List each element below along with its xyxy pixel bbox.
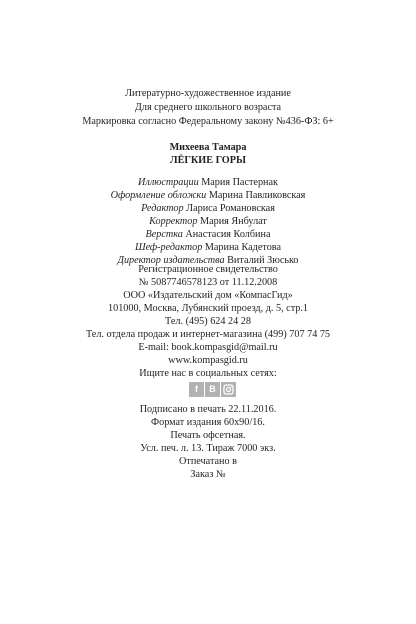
credit-layout xyxy=(60,229,356,241)
printed-at: Отпечатано в xyxy=(179,456,237,467)
credit-role: Верстка xyxy=(145,229,183,240)
credit-role: Шеф-редактор xyxy=(134,242,203,253)
credit-role: Редактор xyxy=(141,203,184,214)
credit-role: Иллюстрации xyxy=(138,177,199,188)
order-number: Заказ № xyxy=(190,469,226,480)
publisher-website: www.kompasgid.ru xyxy=(168,355,248,366)
registration-number: № 5087746578123 от 11.12.2008 xyxy=(138,277,278,288)
publisher-address: 101000, Москва, Лубянский проезд, д. 5, стр.1 xyxy=(108,303,308,314)
credit-name: Мария Янбулат xyxy=(200,216,267,227)
credit-name: Лариса Романовская xyxy=(186,203,275,214)
social-label: Ищите нас в социальных сетях: xyxy=(139,368,277,379)
age-group: Для среднего школьного возраста xyxy=(134,102,282,113)
instagram-icon[interactable] xyxy=(221,382,236,397)
registration-title: Регистрационное свидетельство xyxy=(138,264,278,275)
credit-editor xyxy=(60,203,356,215)
publisher-phone: Тел. (495) 624 24 28 xyxy=(165,316,251,327)
edition-type: Литературно-художественное издание xyxy=(125,88,291,99)
vk-icon[interactable]: В xyxy=(205,382,220,397)
credit-name: Анастасия Колбина xyxy=(185,229,271,240)
facebook-icon[interactable]: f xyxy=(189,382,204,397)
credit-name: Мария Пастернак xyxy=(201,177,278,188)
credit-role: Оформление обложки xyxy=(110,190,207,201)
print-format: Формат издания 60x90/16. xyxy=(151,417,265,428)
social-icons xyxy=(189,382,236,398)
credit-illustrations xyxy=(60,177,356,189)
print-sheets: Усл. печ. л. 13. Тираж 7000 экз. xyxy=(140,443,276,454)
credit-name: Виталий Зюсько xyxy=(227,255,299,266)
sales-phone: Тел. отдела продаж и интернет-магазина (499) 707 74 75 xyxy=(85,329,331,340)
print-signed: Подписано в печать 22.11.2016. xyxy=(139,404,277,415)
print-type: Печать офсетная. xyxy=(170,430,246,441)
book-author: Михеева Тамара xyxy=(169,142,247,153)
credit-role: Директор издательства xyxy=(117,255,225,266)
publisher-name: ООО «Издательский дом «КомпасГид» xyxy=(123,290,293,301)
credit-name: Марина Павликовская xyxy=(208,190,306,201)
credit-cover xyxy=(60,190,356,202)
credit-name: Марина Кадетова xyxy=(204,242,281,253)
publisher-email: E-mail: book.kompasgid@mail.ru xyxy=(138,342,278,353)
book-title: ЛЁГКИЕ ГОРЫ xyxy=(170,155,246,166)
credit-proofreader xyxy=(60,216,356,228)
credit-chief-editor xyxy=(60,242,356,254)
credit-role: Корректор xyxy=(149,216,198,227)
age-marking: Маркировка согласно Федеральному закону №436-ФЗ: 6+ xyxy=(82,116,334,127)
